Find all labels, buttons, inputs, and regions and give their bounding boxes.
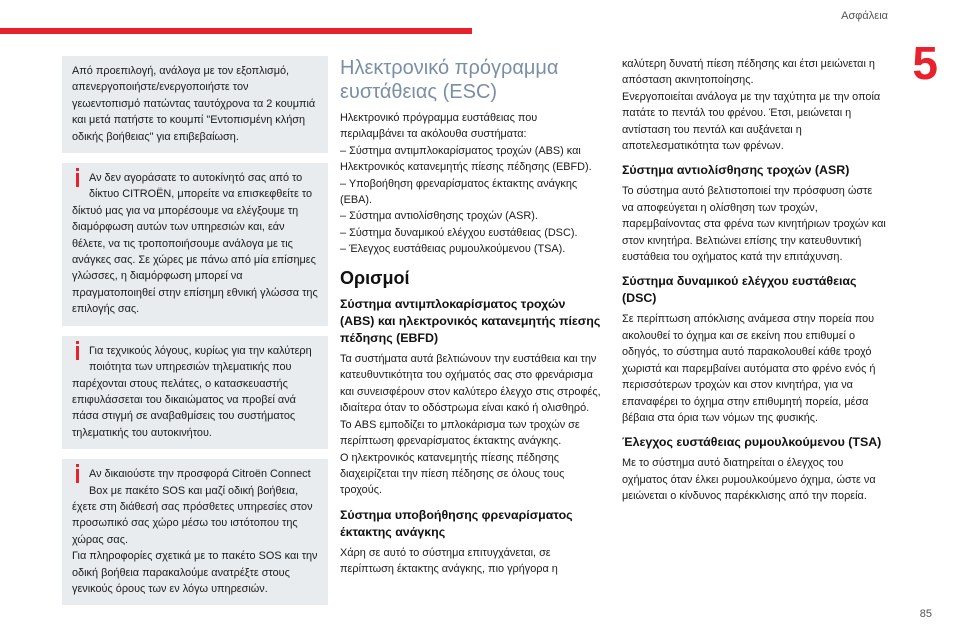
tsa-heading: Έλεγχος ευστάθειας ρυμουλκούμενου (TSA) <box>622 435 882 450</box>
info-note-2-text: Για τεχνικούς λόγους, κυρίως για την καλύτερη ποιότητα των υπηρεσιών τηλεματικής που παρέχονται στους πελάτες, ο κατασκευαστής επιφυλάσσεται του δικαιώματος να προβεί ανά πάσα στιγμή σε αναβαθμίσεις του συστήματος τηλεματικής του αυτοκινήτου. <box>72 344 312 439</box>
esc-intro: Ηλεκτρονικό πρόγραμμα ευστάθειας που περιλαμβάνει τα ακόλουθα συστήματα: <box>340 112 538 141</box>
asr-paragraph: Το σύστημα αυτό βελτιστοποιεί την πρόσφυση ώστε να αποφεύγεται η ολίσθηση των τροχών, παρεμβαίνοντας στα φρένα των κινητήριων τροχών και στον κινητήρα. Βελτιώνει επίσης την κατευθυντική ευστάθεια του οχήματος κατά την επιτάχυνση. <box>622 185 886 264</box>
column-2 <box>340 56 602 578</box>
info-note-3 <box>62 459 328 605</box>
list-item: – Υποβοήθηση φρεναρίσματος έκτακτης ανάγκης (EBA). <box>340 177 578 207</box>
info-icon <box>76 469 79 483</box>
page-number: 85 <box>919 608 932 620</box>
eba-continued-2: Ενεργοποιείται ανάλογα με την ταχύτητα με την οποία πατάτε το πεντάλ του φρένου. Έτσι, μειώνεται η αντίσταση του πεντάλ και αυξάνεται η αποτελεσματικότητα των φρένων. <box>622 90 881 153</box>
column-1 <box>62 56 328 615</box>
eba-heading: Σύστημα υποβοήθησης φρεναρίσματος έκτακτης ανάγκης <box>340 507 573 539</box>
eba-continued: καλύτερη δυνατή πίεση πέδησης και έτσι μειώνεται η απόσταση ακινητοποίησης. <box>622 58 875 87</box>
dsc-heading: Σύστημα δυναμικού ελέγχου ευστάθειας (DSC) <box>622 274 857 306</box>
asr-heading: Σύστημα αντιολίσθησης τροχών (ASR) <box>622 163 850 178</box>
intro-text: Από προεπιλογή, ανάλογα με τον εξοπλισμό, απενεργοποιήστε/ενεργοποιήστε τον γεωεντοπισμό πατώντας ταυτόχρονα τα 2 κουμπιά και μετά πατήστε το κουμπί "Εντοπισμένη κλήση οδικής βοήθειας" για επιβεβαίωση. <box>72 65 316 143</box>
definitions-heading: Ορισμοί <box>340 267 410 288</box>
info-note-1-text: Αν δεν αγοράσατε το αυτοκίνητό σας από το δίκτυο CITROËN, μπορείτε να επισκεφθείτε το δίκτυό μας για να μπορέσουμε να ελέγξουμε τη διαμόρφωση αυτών των υπηρεσιών και, εάν θέλετε, να τις τροποποιήσουμε ανάλογα με τις ανάγκες σας. Σε χώρες με πάνω από μία επίσημες γλώσσες, η διαμόρφωση μπορεί να πραγματοποιηθεί στην επίσημη εθνική γλώσσα της επιλογής σας. <box>72 172 318 316</box>
column-3 <box>622 56 886 505</box>
chapter-number: 5 <box>912 37 938 89</box>
info-icon <box>76 346 79 360</box>
section-title: Ασφάλεια <box>841 10 888 22</box>
list-item: – Σύστημα αντιμπλοκαρίσματος τροχών (ABS) και Ηλεκτρονικός κατανεμητής πίεσης πέδησης (EBFD). <box>340 144 592 174</box>
abs-paragraph-1: Τα συστήματα αυτά βελτιώνουν την ευστάθεια και την κατευθυντικότητα του οχήματός σας στο φρενάρισμα και συνεισφέρουν στον καλύτερο έλεγχο στις στροφές, ιδιαίτερα όταν το οδόστρωμα είναι κακό ή ολισθηρό. <box>340 353 601 415</box>
header-accent-bar <box>0 28 472 34</box>
eba-paragraph: Χάρη σε αυτό το σύστημα επιτυγχάνεται, σε περίπτωση έκτακτης ανάγκης, πιο γρήγορα η <box>340 546 558 576</box>
info-icon <box>76 173 79 187</box>
abs-paragraph-3: Ο ηλεκτρονικός κατανεμητής πίεσης πέδησης διαχειρίζεται την πίεση πέδησης σε όλους τους τροχούς. <box>340 451 565 497</box>
dsc-paragraph: Σε περίπτωση απόκλισης ανάμεσα στην πορεία που ακολουθεί το όχημα και σε εκείνη που επιθυμεί ο οδηγός, το σύστημα αυτό παρακολουθεί κάθε τροχό χωριστά και παρεμβαίνει αυτόματα στο φρένο ενός ή περισσότερων τροχών και στον κινητήρα, για να επαναφέρει το όχημα στην επιθυμητή πορεία, μέσα βέβαια στα όρια των νόμων της φυσικής. <box>622 313 876 424</box>
list-item: – Σύστημα αντιολίσθησης τροχών (ASR). <box>340 210 538 223</box>
info-note-3-text-2: Για πληροφορίες σχετικά με το πακέτο SOS και την οδική βοήθεια παρακαλούμε ανατρέξτε στους γενικούς όρους των εν λόγω υπηρεσιών. <box>72 550 318 595</box>
list-item: – Έλεγχος ευστάθειας ρυμουλκούμενου (TSA). <box>340 243 566 256</box>
info-note-3-text: Αν δικαιούστε την προσφορά Citroën Connect Box με πακέτο SOS και μαζί οδική βοήθεια, έχετε στη διάθεσή σας πρόσθετες υπηρεσίες στον προσωπικό σας χώρο μέσω του ιστότοπου της χώρας σας. <box>72 468 313 546</box>
abs-heading: Σύστημα αντιμπλοκαρίσματος τροχών (ABS) και ηλεκτρονικός κατανεμητής πίεσης πέδησης (EBFD) <box>340 297 601 346</box>
info-note-1 <box>62 163 328 326</box>
list-item: – Σύστημα δυναμικού ελέγχου ευστάθειας (DSC). <box>340 226 578 239</box>
esc-title: Ηλεκτρονικό πρόγραμμα ευστάθειας (ESC) <box>340 57 559 103</box>
tsa-paragraph: Με το σύστημα αυτό διατηρείται ο έλεγχος του οχήματος όταν έλκει ρυμουλκούμενο όχημα, ώστε να μειώνεται ο κίνδυνος παρέκκλισης από την πορεία. <box>622 457 876 503</box>
info-note-2 <box>62 336 328 449</box>
abs-paragraph-2: Το ABS εμποδίζει το μπλοκάρισμα των τροχών σε περίπτωση φρεναρίσματος έκτακτης ανάγκης. <box>340 418 580 448</box>
intro-box <box>62 56 328 153</box>
